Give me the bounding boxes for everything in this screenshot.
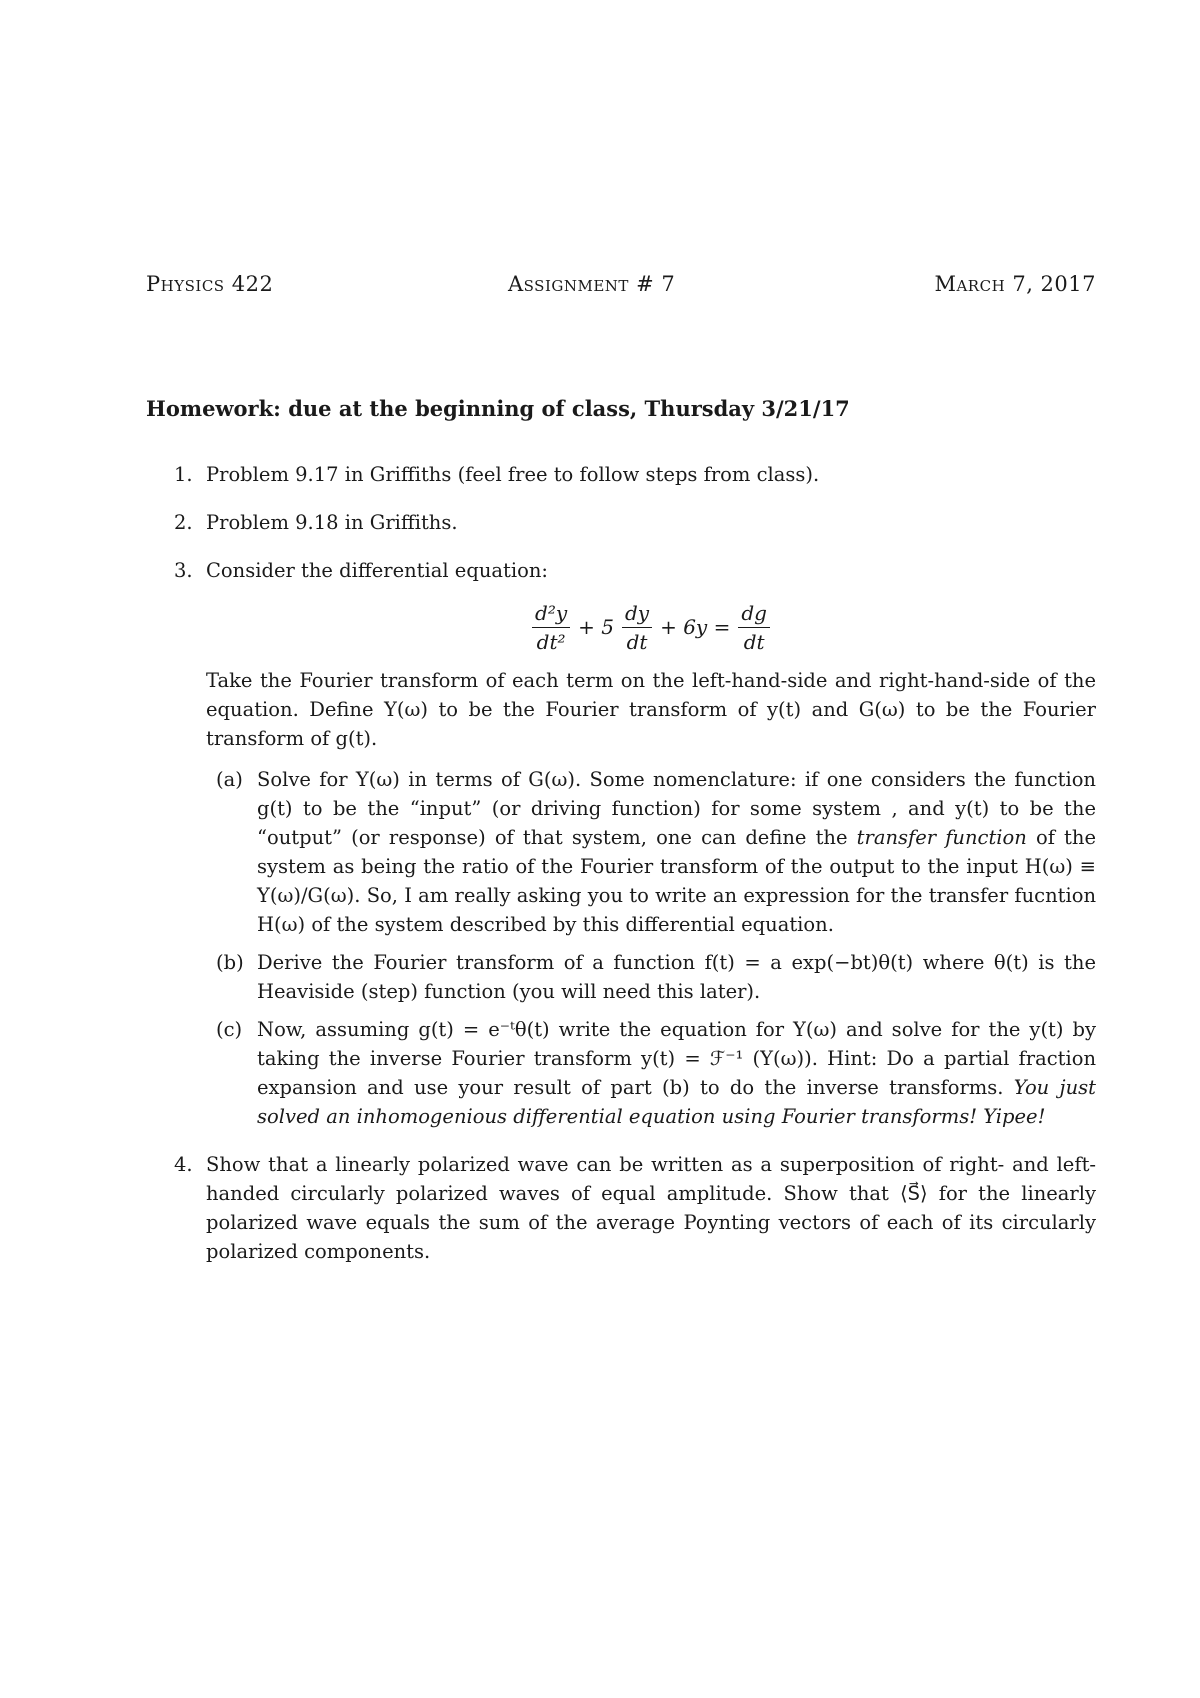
- sub-problem-label: (a): [216, 768, 243, 791]
- problem-text: Problem 9.17 in Griffiths (feel free to follow steps from class).: [206, 463, 820, 486]
- sub-problem-label: (c): [216, 1018, 243, 1041]
- homework-title: Homework: due at the beginning of class, Thursday 3/21/17: [146, 396, 850, 421]
- assignment-date: March 7, 2017: [934, 272, 1096, 296]
- problem-number: 1.: [174, 463, 193, 486]
- problem-text: Problem 9.18 in Griffiths.: [206, 511, 458, 534]
- sub-problem: [206, 1015, 1096, 1131]
- sub-problem-text: Derive the Fourier transform of a function f(t) = a exp(−bt)θ(t) where θ(t) is the Heaviside (step) function (you will need this later).: [257, 951, 1096, 1003]
- sub-problem-emphasis: transfer function: [856, 826, 1027, 849]
- problem-number: 3.: [174, 559, 193, 582]
- denominator: dt: [626, 630, 648, 654]
- sub-problem-emphasis: You just solved an inhomogenious differential equation using Fourier transforms! Yipee!: [257, 1076, 1096, 1128]
- sub-problem-label: (b): [216, 951, 244, 974]
- problem-item: [146, 556, 1096, 1131]
- page-header: [146, 272, 1096, 304]
- numerator: dy: [622, 599, 652, 628]
- differential-equation: [206, 599, 1096, 656]
- problem-item: [146, 1150, 1096, 1266]
- problem-item: [146, 460, 1096, 489]
- problem-text: Show that a linearly polarized wave can be written as a superposition of right- and left-handed circularly polarized waves of equal amplitude. Show that ⟨S⃗⟩ for the linearly polarized wave equals the sum of the average Poynting vectors of each of its circularly polarized components.: [206, 1153, 1096, 1263]
- problem-list: [146, 460, 1096, 1285]
- equation-operator: + 5: [578, 615, 614, 639]
- fraction: [532, 599, 570, 656]
- course-name: Physics 422: [146, 272, 274, 296]
- numerator: d²y: [532, 599, 570, 628]
- fraction: [738, 599, 770, 656]
- equation-operator: + 6y =: [660, 615, 731, 639]
- denominator: dt: [743, 630, 765, 654]
- sub-problem: [206, 765, 1096, 939]
- numerator: dg: [738, 599, 770, 628]
- problem-paragraph: Take the Fourier transform of each term on the left-hand-side and right-hand-side of the equation. Define Y(ω) to be the Fourier transform of y(t) and G(ω) to be the Fourier transform of g(t).: [206, 669, 1096, 750]
- sub-problem-text: Solve for Y(ω) in terms of G(ω). Some nomenclature: if one considers the function g(t) to be the “input” (or driving function) for some system , and y(t) to be the “output” (or response) of that system, one can define the: [257, 768, 1096, 849]
- problem-intro: Consider the differential equation:: [206, 559, 548, 582]
- sub-problem-text: Now, assuming g(t) = e⁻ᵗθ(t) write the equation for Y(ω) and solve for the y(t) by taking the inverse Fourier transform y(t) = ℱ⁻¹ (Y(ω)). Hint: Do a partial fraction expansion and use your result of part (b) to do the inverse transforms.: [257, 1018, 1096, 1099]
- sub-problem-text: of the system as being the ratio of the Fourier transform of the output to the input H(ω) ≡ Y(ω)/G(ω). So, I am really asking you to write an expression for the transfer fucntion H(ω) of the system described by this differential equation.: [257, 826, 1096, 936]
- denominator: dt²: [536, 630, 566, 654]
- fraction: [622, 599, 652, 656]
- sub-problem: [206, 948, 1096, 1006]
- assignment-number: Assignment # 7: [508, 272, 676, 296]
- sub-problem-list: [206, 765, 1096, 1131]
- problem-number: 2.: [174, 511, 193, 534]
- problem-number: 4.: [174, 1153, 193, 1176]
- problem-item: [146, 508, 1096, 537]
